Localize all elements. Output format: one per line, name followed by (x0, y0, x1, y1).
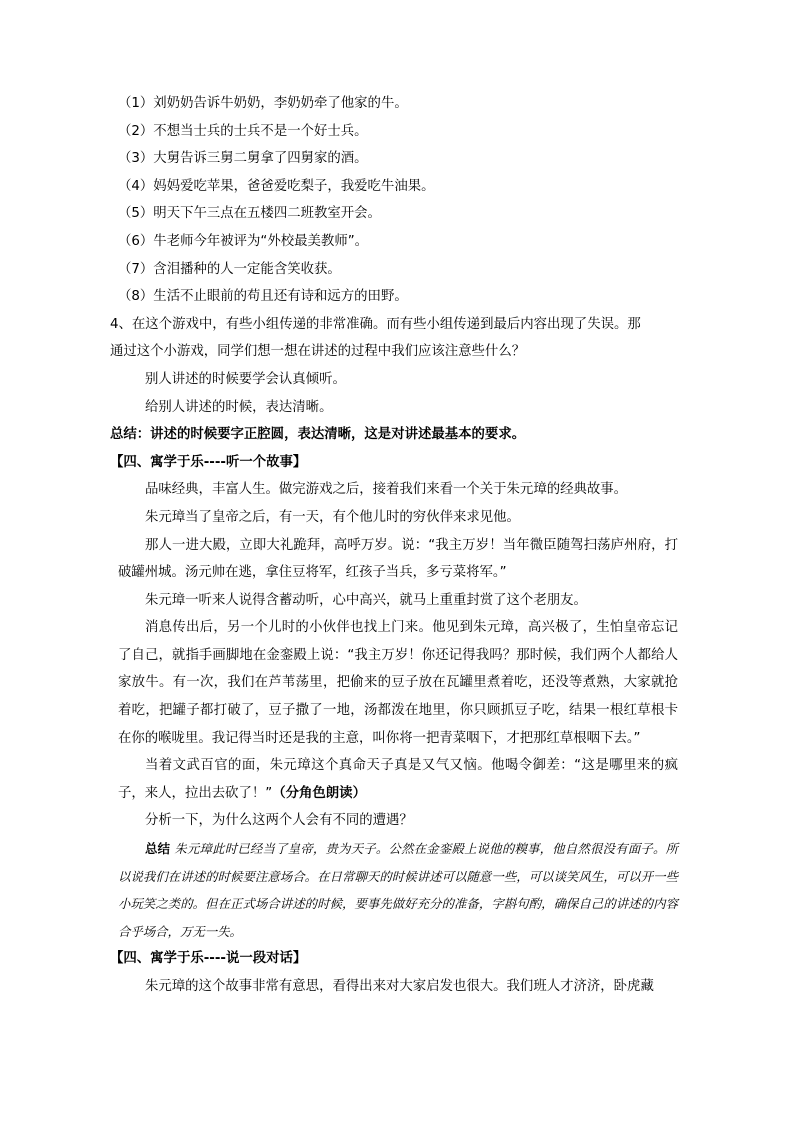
story-intro: 品味经典，丰富人生。做完游戏之后，接着我们来看一个关于朱元璋的经典故事。 (145, 482, 628, 498)
story-summary (118, 835, 678, 945)
story-paragraph-5-text: 当着文武百官的面，朱元璋这个真命天子真是又气又恼。他喝令御差：“这是哪里来的疯子，来人，拉出去砍了！” (118, 758, 678, 801)
question-4-line-2: 通过这个小游戏，同学们想一想在讲述的过程中我们应该注意些什么？ (110, 344, 526, 360)
list-item: （6）牛老师今年被评为“外校最美教师”。 (118, 233, 369, 249)
summary-label: 总结 (145, 841, 171, 857)
sentence-list (118, 90, 678, 311)
analysis-question: 分析一下，为什么这两个人会有不同的遭遇？ (145, 813, 413, 829)
question-4-line-1: 4、在这个游戏中，有些小组传递的非常准确。而有些小组传递到最后内容出现了失误。那 (110, 316, 641, 332)
list-item: （4）妈妈爱吃苹果，爸爸爱吃梨子，我爱吃牛油果。 (118, 178, 435, 194)
list-item: （5）明天下午三点在五楼四二班教室开会。 (118, 206, 381, 222)
list-item: （3）大舅告诉三舅二舅拿了四舅家的酒。 (118, 151, 368, 167)
story-paragraph-2: 那人一进大殿，立即大礼跪拜，高呼万岁。说：“我主万岁！当年微臣随驾扫荡庐州府，打破罐州城。汤元帅在逃，拿住豆将军，红孩子当兵，多亏菜将军。” (118, 537, 678, 581)
role-reading-note: （分角色朗读） (272, 785, 366, 801)
list-item: （7）含泪播种的人一定能含笑收获。 (118, 261, 341, 277)
section-heading-dialog: 【四、寓学于乐----说一段对话】 (110, 951, 307, 967)
document-page (110, 90, 679, 1001)
story-paragraph-5 (118, 752, 678, 807)
story-paragraph-1: 朱元璋当了皇帝之后，有一天，有个他儿时的穷伙伴来求见他。 (145, 509, 520, 525)
summary-text: 朱元璋此时已经当了皇帝，贵为天子。公然在金銮殿上说他的糗事，他自然很没有面子。所以说我们在讲述的时候要注意场合。在日常聊天的时候讲述可以随意一些，可以谈笑风生，可以开一些小玩笑之类的。但在正式场合讲述的时候，要事先做好充分的准备，字斟句酌，确保自己的讲述的内容合乎场合，万无一失。 (118, 841, 679, 939)
story-paragraph-3: 朱元璋一听来人说得含蓄动听，心中高兴，就马上重重封赏了这个老朋友。 (145, 592, 587, 608)
answer-clear: 给别人讲述的时候，表达清晰。 (145, 399, 333, 415)
section-heading-story: 【四、寓学于乐----听一个故事】 (110, 454, 307, 470)
dialog-intro: 朱元璋的这个故事非常有意思，看得出来对大家启发也很大。我们班人才济济，卧虎藏 (145, 979, 654, 994)
list-item: （2）不想当士兵的士兵不是一个好士兵。 (118, 123, 368, 139)
list-item: （8）生活不止眼前的苟且还有诗和远方的田野。 (118, 289, 408, 305)
summary-basic-requirement: 总结：讲述的时候要字正腔圆，表达清晰，这是对讲述最基本的要求。 (110, 427, 526, 443)
answer-listen: 别人讲述的时候要学会认真倾听。 (145, 371, 346, 387)
story-paragraph-4: 消息传出后，另一个儿时的小伙伴也找上门来。他见到朱元璋，高兴极了，生怕皇帝忘记了自己，就指手画脚地在金銮殿上说：“我主万岁！你还记得我吗？那时候，我们两个人都给人家放牛。有一次，我们在芦苇荡里，把偷来的豆子放在瓦罐里煮着吃，还没等煮熟，大家就抢着吃，把罐子都打破了，豆子撒了一地，汤都泼在地里，你只顾抓豆子吃，结果一根红草根卡在你的喉咙里。我记得当时还是我的主意，叫你将一把青菜咽下，才把那红草根咽下去。” (118, 620, 678, 746)
list-item: （1）刘奶奶告诉牛奶奶，李奶奶牵了他家的牛。 (118, 96, 408, 111)
